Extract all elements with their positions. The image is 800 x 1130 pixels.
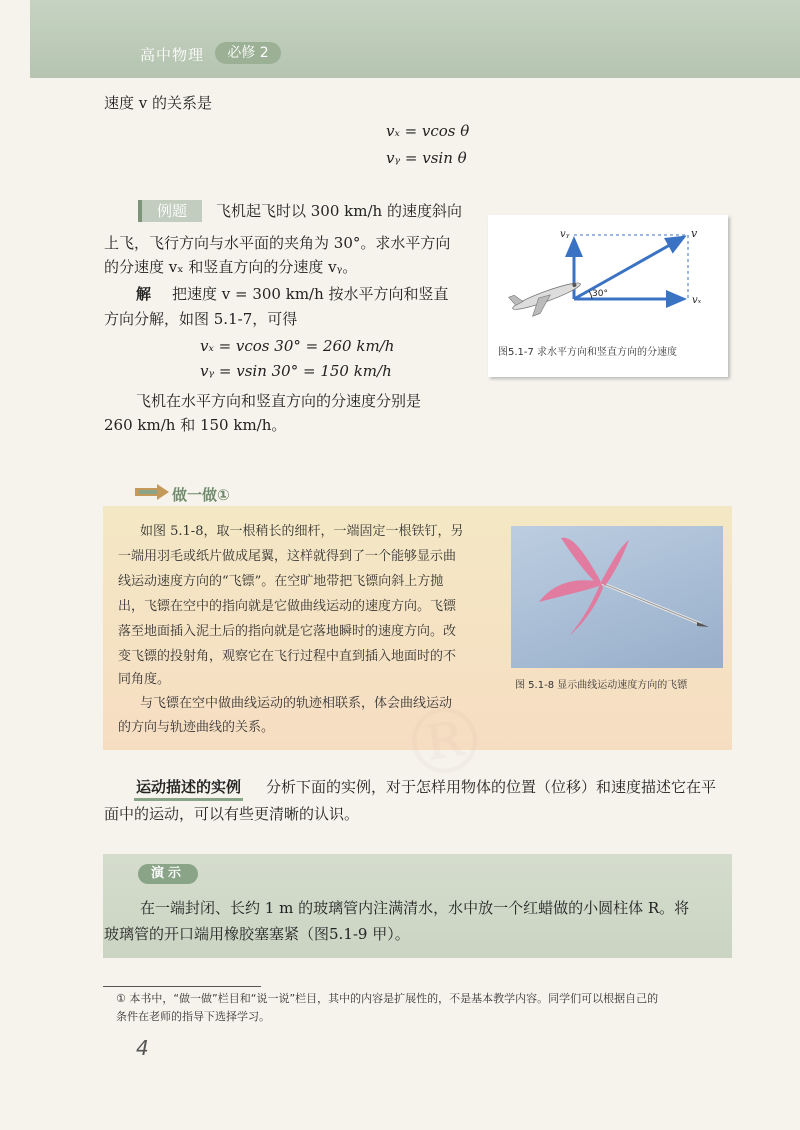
vx-label: vₓ [692,295,702,306]
try-it-line-7: 同角度。 [118,672,171,687]
section-line-2: 面中的运动，可以有些更清晰的认识。 [104,805,360,823]
example-line-1: 飞机起飞时以 300 km/h 的速度斜向 [216,202,462,220]
figure-5-1-8-caption: 图 5.1-8 显示曲线运动速度方向的飞镖 [515,680,688,691]
figure-5-1-7-caption: 图5.1-7 求水平方向和竖直方向的分速度 [498,347,678,358]
angle-label: 30° [592,289,608,299]
example-line-2: 上飞，飞行方向与水平面的夹角为 30°。求水平方向 [104,234,451,252]
try-it-line-9: 的方向与轨迹曲线的关系。 [118,720,275,735]
intro-line: 速度 v 的关系是 [104,94,213,112]
try-it-line-3: 线运动速度方向的“飞镖”。在空旷地带把飞镖向斜上方抛 [118,574,444,589]
section-heading: 运动描述的实例 [134,776,243,801]
section-line-1: 分析下面的实例，对于怎样用物体的位置（位移）和速度描述它在平 [266,778,717,796]
conclusion-line-2: 260 km/h 和 150 km/h。 [104,416,287,434]
formula-vy: vᵧ = vsin θ [386,149,467,167]
demo-line-1: 在一端封闭、长约 1 m 的玻璃管内注满清水，水中放一个红蜡做的小圆柱体 R。将 [140,899,690,917]
book-title: 高中物理 [140,46,205,64]
solution-label: 解 [136,285,152,303]
demo-tag: 演示 [138,864,198,884]
try-it-line-8: 与飞镖在空中做曲线运动的轨迹相联系，体会曲线运动 [140,696,453,711]
equation-vx: vₓ = vcos 30° = 260 km/h [200,337,395,355]
try-it-line-5: 落至地面插入泥土后的指向就是它落地瞬时的速度方向。改 [118,624,457,639]
watermark: ® [393,684,497,801]
try-it-arrow-icon [135,484,169,500]
footnote-line-1: ① 本书中，“做一做”栏目和“说一说”栏目，其中的内容是扩展性的，不是基本教学内容。同学们可以根据自己的 [116,992,659,1005]
solution-line-2: 方向分解，如图 5.1-7，可得 [104,310,298,328]
example-line-3: 的分速度 vₓ 和竖直方向的分速度 vᵧ。 [104,258,358,276]
footnote [116,990,736,1026]
try-it-title: 做一做① [172,486,230,504]
solution-line-1: 把速度 v = 300 km/h 按水平方向和竖直 [172,285,449,303]
volume-badge: 必修 2 [215,42,281,64]
try-it-line-6: 变飞镖的投射角，观察它在飞行过程中直到插入地面时的不 [118,649,457,664]
page-number: 4 [136,1036,149,1060]
dart-photo [511,526,723,668]
footnote-rule [103,986,261,987]
vy-label: vᵧ [560,229,570,240]
conclusion-line-1: 飞机在水平方向和竖直方向的分速度分别是 [136,392,422,410]
example-tag: 例题 [138,200,202,222]
try-it-line-2: 一端用羽毛或纸片做成尾翼，这样就得到了一个能够显示曲 [118,549,457,564]
dart-image [511,526,723,668]
header-band [30,0,800,78]
try-it-line-1: 如图 5.1-8，取一根稍长的细杆，一端固定一根铁钉，另 [140,524,464,539]
v-label: v [691,227,698,240]
try-it-line-4: 出，飞镖在空中的指向就是它做曲线运动的速度方向。飞镖 [118,599,457,614]
demo-line-2: 玻璃管的开口端用橡胶塞塞紧（图5.1-9 甲）。 [104,925,410,943]
footnote-line-2: 条件在老师的指导下选择学习。 [116,1010,270,1023]
equation-vy: vᵧ = vsin 30° = 150 km/h [200,362,392,380]
formula-vx: vₓ = vcos θ [386,122,470,140]
v-arrow [574,237,684,299]
